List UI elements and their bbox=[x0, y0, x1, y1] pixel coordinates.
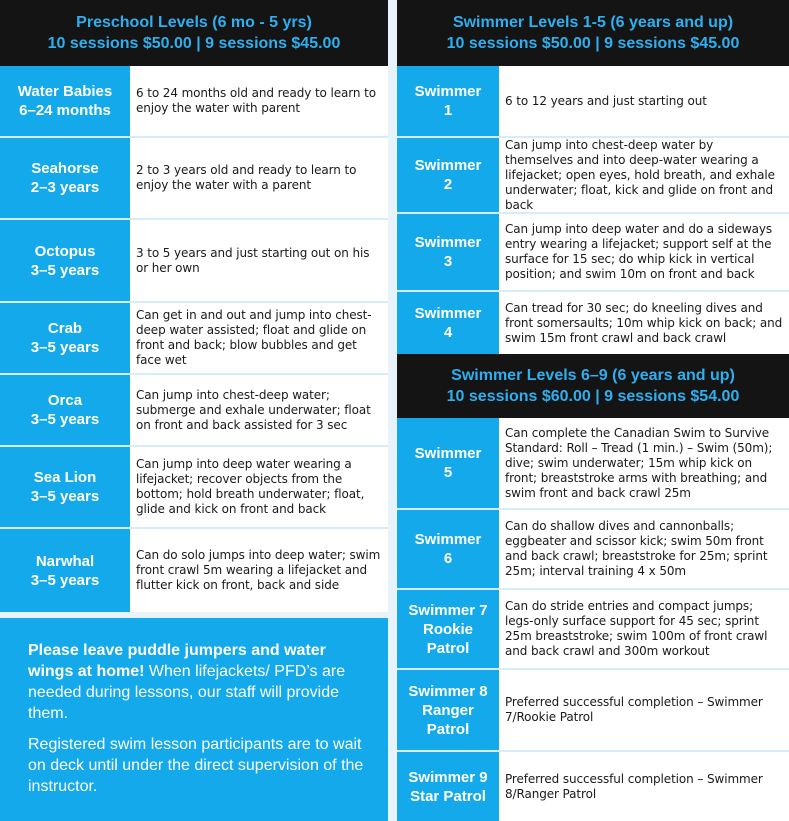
level-row bbox=[0, 138, 388, 220]
level-description: Can jump into deep water and do a sideways entry wearing a lifejacket; support self at the surface for 15 sec; do whip kick in vertical position; and swim 10m on front and back bbox=[505, 222, 773, 281]
level-label bbox=[0, 66, 130, 136]
level-label bbox=[397, 510, 499, 588]
level-number: 5 bbox=[443, 464, 453, 481]
swimmer-section bbox=[397, 0, 789, 821]
swimmer-1-5-table bbox=[397, 66, 789, 354]
level-description: Can do solo jumps into deep water; swim front crawl 5m wearing a lifejacket and flutter kick on front, back and side bbox=[136, 548, 381, 592]
level-label bbox=[397, 292, 499, 354]
level-name: Swimmer bbox=[414, 531, 482, 548]
swimmer-1-5-header bbox=[397, 0, 789, 66]
level-label bbox=[0, 529, 130, 612]
level-age: 3–5 years bbox=[30, 411, 100, 428]
level-row bbox=[397, 292, 789, 354]
level-description: Can tread for 30 sec; do kneeling dives and front somersaults; 10m whip kick on back; and swim 15m front crawl and back crawl bbox=[505, 300, 783, 345]
level-name: Swimmer bbox=[414, 157, 482, 174]
level-name: Sea Lion bbox=[33, 469, 97, 486]
level-label bbox=[0, 138, 130, 218]
level-name: Crab bbox=[47, 320, 83, 337]
preschool-section bbox=[0, 0, 388, 612]
level-row bbox=[397, 214, 789, 292]
swimmer-1-5-pricing: 10 sessions $50.00 | 9 sessions $45.00 bbox=[446, 35, 740, 52]
level-number: 1 bbox=[443, 102, 453, 119]
level-subtitle: Ranger Patrol bbox=[422, 701, 474, 738]
level-name: Swimmer 9 bbox=[408, 768, 488, 786]
preschool-title: Preschool Levels (6 mo - 5 yrs) bbox=[76, 14, 312, 31]
preschool-header bbox=[0, 0, 388, 66]
level-description: Can complete the Canadian Swim to Survive Standard: Roll – Tread (1 min.) – Swim (50m); dive; swim underwater; 15m whip kick on front; breaststroke arms with breathing; and swim front and back crawl 25m bbox=[505, 425, 773, 500]
level-name: Water Babies bbox=[17, 83, 113, 100]
swimmer-6-9-title: Swimmer Levels 6–9 (6 years and up) bbox=[451, 367, 735, 384]
level-number: 6 bbox=[443, 550, 453, 567]
level-name: Swimmer bbox=[414, 83, 482, 100]
level-label bbox=[397, 138, 499, 212]
level-description: Preferred successful completion – Swimmer 8/Ranger Patrol bbox=[505, 771, 763, 801]
level-label bbox=[397, 670, 499, 750]
level-row bbox=[0, 447, 388, 529]
level-name: Narwhal bbox=[35, 552, 95, 570]
level-row bbox=[397, 510, 789, 590]
level-row bbox=[0, 303, 388, 375]
level-row bbox=[0, 375, 388, 447]
level-row bbox=[0, 66, 388, 138]
level-number: 3 bbox=[443, 253, 453, 270]
level-label bbox=[0, 447, 130, 527]
notice-paragraph-1 bbox=[28, 640, 370, 724]
level-age: 3–5 years bbox=[30, 261, 100, 279]
level-age: 3–5 years bbox=[30, 488, 100, 505]
level-name: Swimmer bbox=[414, 234, 482, 251]
level-name: Seahorse bbox=[31, 160, 99, 177]
level-label bbox=[397, 66, 499, 136]
notice-paragraph-2: Registered swim lesson participants are to wait on deck until under the direct supervision of the instructor. bbox=[28, 736, 364, 795]
level-row bbox=[397, 752, 789, 821]
level-subtitle: Star Patrol bbox=[410, 787, 486, 805]
swimmer-1-5-title: Swimmer Levels 1-5 (6 years and up) bbox=[452, 14, 734, 31]
level-description: 6 to 12 years and just starting out bbox=[505, 93, 707, 108]
level-description: Can jump into chest-deep water by themselves and into deep-water wearing a lifejacket; open eyes, hold breath, and exhale underwater; float, kick and glide on front and back bbox=[505, 137, 775, 212]
level-label bbox=[397, 214, 499, 290]
notice-box bbox=[0, 618, 388, 821]
level-row bbox=[397, 418, 789, 510]
level-name: Octopus bbox=[34, 242, 96, 260]
level-number: 4 bbox=[443, 324, 453, 341]
level-label bbox=[397, 418, 499, 508]
level-label bbox=[0, 220, 130, 301]
level-description: 2 to 3 years old and ready to learn to enjoy the water with a parent bbox=[136, 163, 357, 192]
level-row bbox=[397, 138, 789, 214]
level-row bbox=[397, 590, 789, 670]
level-label bbox=[0, 375, 130, 445]
level-age: 3–5 years bbox=[30, 571, 100, 589]
level-label bbox=[397, 752, 499, 821]
level-description: 3 to 5 years and just starting out on his or her own bbox=[136, 245, 370, 275]
level-description: Can get in and out and jump into chest-deep water assisted; float and glide on front and back; blow bubbles and get face wet bbox=[136, 308, 372, 367]
level-age: 3–5 years bbox=[30, 339, 100, 356]
notice-text: When lifejackets/ PFD’s are needed during lessons, our staff will provide them. bbox=[28, 663, 346, 722]
swimmer-6-9-table bbox=[397, 418, 789, 821]
swimmer-6-9-header bbox=[397, 354, 789, 418]
level-age: 2–3 years bbox=[30, 179, 100, 196]
level-row bbox=[397, 66, 789, 138]
level-description: Preferred successful completion – Swimmer 7/Rookie Patrol bbox=[505, 695, 763, 724]
preschool-pricing: 10 sessions $50.00 | 9 sessions $45.00 bbox=[47, 35, 341, 52]
level-description: 6 to 24 months old and ready to learn to enjoy the water with parent bbox=[136, 86, 376, 115]
level-row bbox=[0, 220, 388, 303]
level-number: 2 bbox=[443, 176, 453, 193]
notice-bold: Please leave puddle jumpers and water wings at home! bbox=[28, 642, 326, 680]
level-description: Can do shallow dives and cannonballs; eggbeater and scissor kick; swim 50m front and back crawl; breaststroke for 25m; sprint 25m; interval training 4 x 50m bbox=[505, 519, 768, 578]
level-name: Orca bbox=[47, 392, 83, 409]
level-row bbox=[397, 670, 789, 752]
level-description: Can jump into deep water wearing a lifejacket; recover objects from the bottom; hold breath underwater; float, glide and kick on front and back bbox=[136, 457, 365, 516]
level-name: Swimmer 8 bbox=[408, 682, 488, 700]
level-row bbox=[0, 529, 388, 612]
level-name: Swimmer bbox=[414, 445, 482, 462]
level-name: Swimmer bbox=[414, 305, 482, 322]
level-label bbox=[0, 303, 130, 373]
level-description: Can jump into chest-deep water; submerge and exhale underwater; float on front and back assisted for 3 sec bbox=[136, 387, 371, 432]
level-label bbox=[397, 590, 499, 668]
level-name: Swimmer 7 bbox=[408, 601, 488, 619]
level-description: Can do stride entries and compact jumps; legs-only surface support for 45 sec; sprint 25m breaststroke; swim 100m of front crawl and back crawl and 300m workout bbox=[505, 599, 768, 658]
level-subtitle: Rookie Patrol bbox=[422, 620, 473, 657]
level-age: 6–24 months bbox=[19, 102, 111, 119]
swimmer-6-9-pricing: 10 sessions $60.00 | 9 sessions $54.00 bbox=[446, 388, 740, 405]
preschool-table bbox=[0, 66, 388, 612]
